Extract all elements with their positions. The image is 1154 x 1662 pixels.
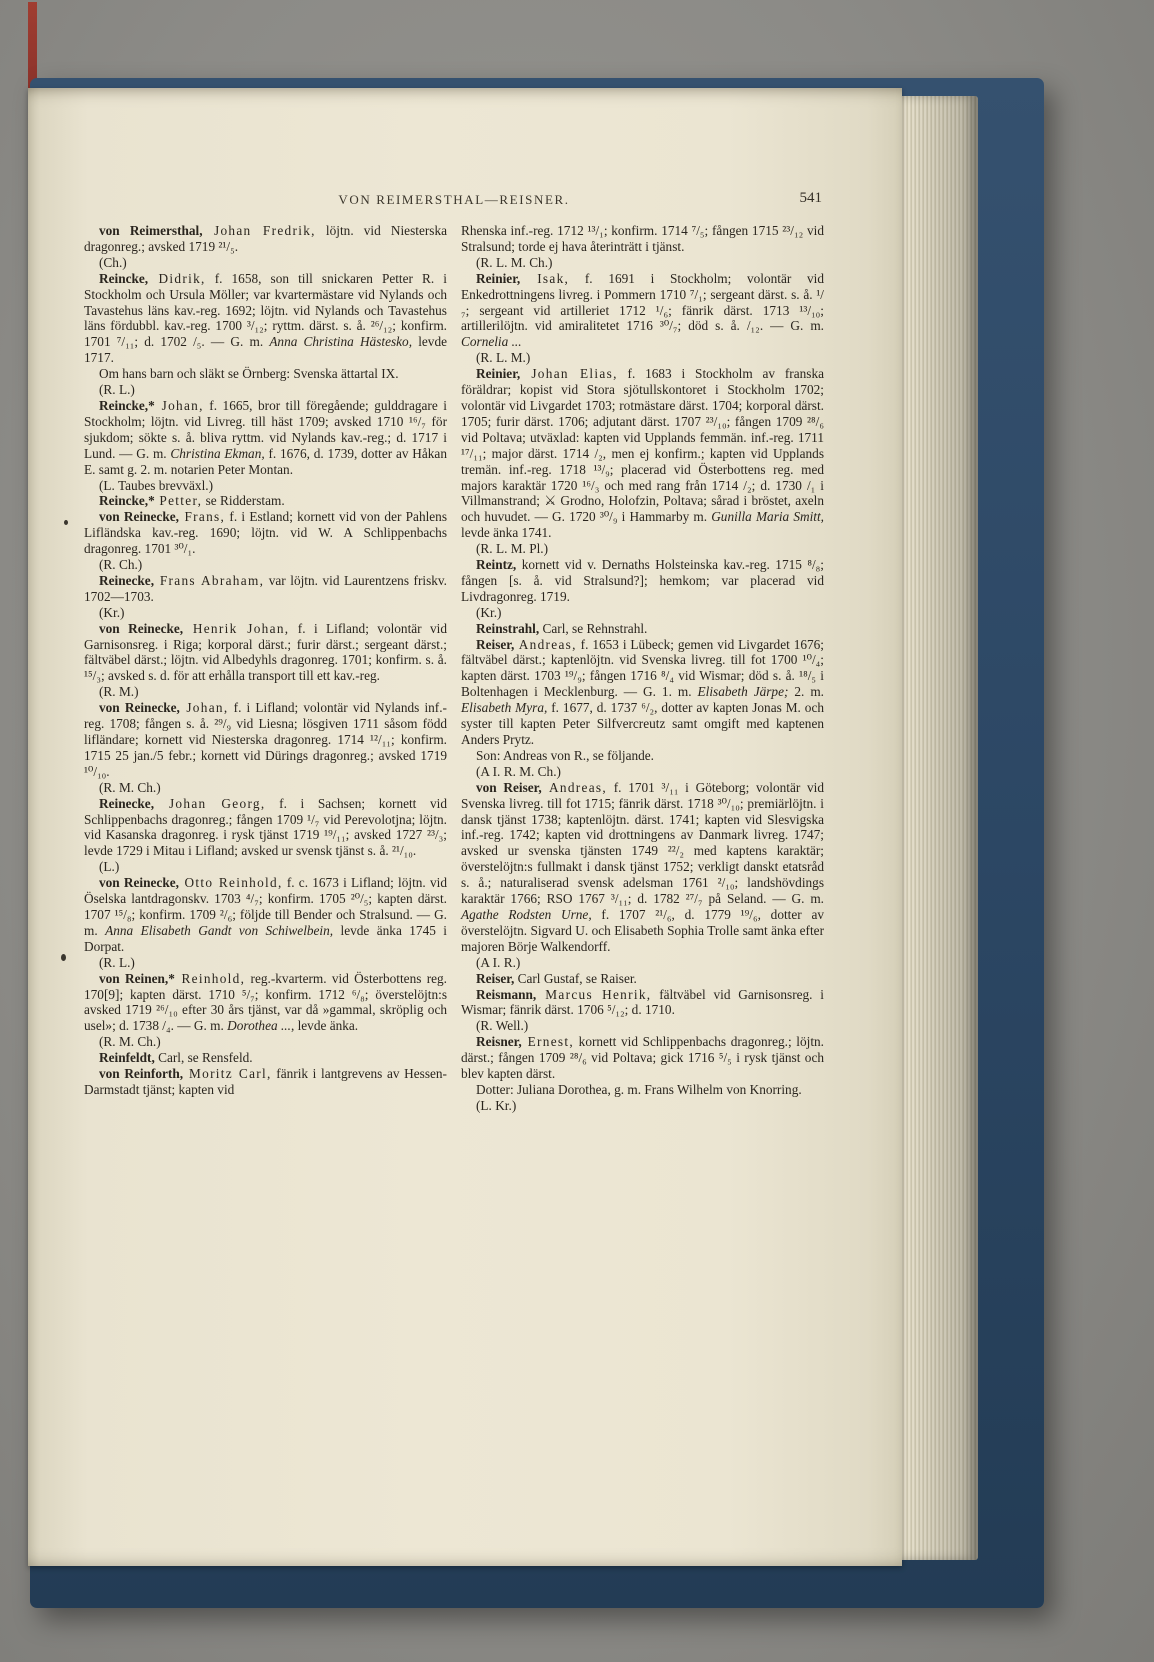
entry-text: 2. m. xyxy=(788,684,824,700)
entry-surname: Reinier, xyxy=(476,366,521,382)
entry-paragraph xyxy=(84,255,447,271)
entry-text: var löjtn. vid Laurentzens friskv. 1702—1703. xyxy=(84,572,448,604)
entry-text: (R. M. Ch.) xyxy=(99,779,161,795)
entry-text: Marcus Henrik, xyxy=(536,986,652,1002)
entry-paragraph xyxy=(84,780,447,796)
entry-text: (A I. R. M. Ch.) xyxy=(476,763,561,779)
entry-paragraph xyxy=(84,1066,447,1098)
entry-paragraph xyxy=(461,971,824,987)
entry-paragraph xyxy=(84,875,447,955)
entry-text: Agathe Rodsten Urne, xyxy=(461,906,592,922)
entry-surname: Reinier, xyxy=(476,270,521,286)
entry-paragraph xyxy=(84,621,447,685)
entry-text: (Kr.) xyxy=(99,604,125,620)
page-stack-edges xyxy=(900,96,978,1560)
entry-text: Carl, se Rehnstrahl. xyxy=(539,620,648,636)
entry-text: Frans, xyxy=(178,509,226,525)
entry-paragraph xyxy=(461,621,824,637)
running-title: VON REIMERSTHAL—REISNER. xyxy=(338,192,570,207)
entry-text: Gunilla Maria Smitt, xyxy=(711,509,824,525)
entry-surname: Reincke, xyxy=(99,270,149,286)
entry-text: reg.-kvarterm. vid Österbottens reg. 170[9]; kapten därst. 1710 ⁵/₇; konfirm. 1712 ⁶/₈; överstelöjtn:s avsked 1719 ²⁶/₁₀ efter 30 års tjänst, var då »gammal, skröplig och usel»; d. 1738 /₄. — G. m. xyxy=(84,970,447,1034)
entry-text: se Ridderstam. xyxy=(202,493,285,509)
entry-text: levde änka 1745 i Dorpat. xyxy=(84,922,447,954)
entry-text: fänrik i lantgrevens av Hessen-Darmstadt tjänst; kapten vid xyxy=(84,1066,447,1097)
entry-text: f. 1691 i Stockholm; volontär vid Enkedrottningens livreg. i Pommern 1710 ⁷/₁; sergeant därst. s. å. ¹/₇; sergeant vid artilleriet 1712 ¹/₆; fänrik därst. 1713 ¹³/₁₀; artillerilöjtn. vid amiralitetet 1716 ³⁰/₇; död s. å. /₁₂. — G. m. xyxy=(461,270,825,334)
entry-text: Johan Fredrik, xyxy=(202,223,316,238)
page-number: 541 xyxy=(799,190,822,206)
entry-paragraph xyxy=(461,955,824,971)
entry-paragraph xyxy=(461,1082,824,1098)
entry-paragraph xyxy=(461,271,824,351)
entry-surname: Reintz, xyxy=(476,557,517,573)
entry-surname: Reisner, xyxy=(476,1034,522,1050)
entry-text: (R. Ch.) xyxy=(99,557,143,573)
entry-text: f. 1653 i Lübeck; gemen vid Livgardet 1676; fältväbel därst.; kaptenlöjtn. vid Svenska livreg. till fot 1700 ¹⁰/₄; kapten därst. 1703 ¹⁹/₉; fången 1716 ⁸/₄ vid Wismar; död s. å. ¹⁸/₅ i Boltenhagen i Mecklenburg. — G. 1. m. xyxy=(461,636,824,700)
entry-text: Henrik Johan, xyxy=(183,620,290,636)
entry-paragraph xyxy=(84,684,447,700)
entry-paragraph xyxy=(84,366,447,382)
entry-text: f. i Estland; kornett vid von der Pahlens Lifländska kav.-reg. 1690; löjtn. vid W. A Schlippenbachs dragonreg. 1701 ³⁰/₁. xyxy=(84,509,448,557)
entry-text: Anna Christina Hästesko, xyxy=(269,334,413,350)
entry-paragraph xyxy=(84,605,447,621)
entry-text: (L. Kr.) xyxy=(476,1097,517,1113)
entry-text: levde änka 1741. xyxy=(461,525,552,541)
entry-text: (R. M.) xyxy=(99,684,139,700)
entry-text: Reinhold, xyxy=(174,970,246,986)
entry-text: Johan Elias, xyxy=(520,366,618,382)
entry-text: Didrik, xyxy=(148,270,206,286)
entry-paragraph xyxy=(461,350,824,366)
entry-surname: von Reiser, xyxy=(476,779,542,795)
entry-text: Cornelia ... xyxy=(461,334,522,350)
entry-paragraph xyxy=(461,637,824,748)
entry-text: Andreas, xyxy=(514,636,577,652)
entry-paragraph xyxy=(461,1018,824,1034)
entry-text: Elisabeth Järpe; xyxy=(697,684,789,700)
entry-text: Om hans barn och släkt se Örnberg: Svenska ättartal IX. xyxy=(99,366,399,382)
entry-surname: Reincke,* xyxy=(99,493,155,509)
entry-paragraph xyxy=(461,255,824,271)
entry-text: f. 1658, son till snickaren Petter R. i Stockholm och Ursula Möller; var kvartermästare vid Nylands och Tavastehus läns kav.-reg. 1692; löjtn. vid Nylands och Tavastehus läns fördubbl. kav.-reg. 1700 ³/₁₂; ryttm. därst. s. å. ²⁶/₁₂; konfirm. 1701 ⁷/₁₁; d. 1702 /₅. — G. m. xyxy=(84,270,447,350)
entry-paragraph xyxy=(461,748,824,764)
scan-speck xyxy=(64,520,68,525)
entry-paragraph xyxy=(84,1034,447,1050)
entry-text: fältväbel vid Garnisonsreg. i Wismar; fänrik därst. 1706 ⁵/₁₂; d. 1710. xyxy=(461,986,824,1018)
entry-paragraph xyxy=(84,573,447,605)
entry-text: f. i Lifland; volontär vid Nylands inf.-reg. 1708; fången s. å. ²⁹/₉ vid Liesna; lösgiven 1711 såsom född lifländare; kornett vid Niesterska dragonreg. 1714 ¹²/₁₁; konfirm. 1715 25 jan./5 febr.; kornett vid Dürings dragonreg.; avsked 1719 ¹⁰/₁₀. xyxy=(84,700,447,779)
entry-text: f. i Lifland; volontär vid Garnisonsreg. i Riga; korporal därst.; furir därst.; sergeant därst.; fältväbel därst.; löjtn. vid Albedyhls dragonreg. 1701; konfirm. s. å. ¹⁵/₃; avsked s. d. för att erhålla transport till ett kav.-reg. xyxy=(84,620,447,684)
entry-text: Johan Georg, xyxy=(154,795,266,811)
entry-text: Johan, xyxy=(179,700,229,716)
entry-paragraph xyxy=(84,493,447,509)
entry-text: (R. M. Ch.) xyxy=(99,1034,161,1050)
entry-paragraph xyxy=(84,271,447,366)
entry-text: Christina Ekman, xyxy=(170,445,265,461)
running-head xyxy=(84,192,824,210)
entry-paragraph xyxy=(84,700,447,780)
entry-text: f. 1683 i Stockholm av franska föräldrar; kopist vid Stora sjötullskontoret i Stockholm 1702; volontär vid Livgardet 1703; rotmästare därst. 1704; korporal därst. 1705; furir därst. 1706; adjutant därst. 1707 ²³/₁₀; fången 1709 ²⁸/₆ vid Poltava; utväxlad: kapten vid Upplands femmän. inf.-reg. 1711 ¹⁷/₁₁; major därst. 1714 /₂, men ej konfirm.; kapten vid Upplands tremän. inf.-reg. 1718 ¹³/₉; placerad vid Österbottens reg. med majors karaktär 1720 ¹⁶/₃ och med rang från 1714 /₂; d. 1730 /₁ i Villmanstrand; ⚔ Grodno, Holofzin, Poltava; sårad i bröstet, axeln och huvudet. — G. 1720 ³⁰/₉ i Hammarby m. xyxy=(461,366,825,525)
text-block xyxy=(84,192,824,1114)
entry-surname: von Reinecke, xyxy=(99,509,179,525)
entry-text: (R. Well.) xyxy=(476,1018,529,1034)
entry-text: Andreas, xyxy=(541,779,608,795)
entry-surname: Reincke,* xyxy=(99,397,155,413)
entry-text: Rhenska inf.-reg. 1712 ¹³/₁; konfirm. 1714 ⁷/₅; fången 1715 ²³/₁₂ vid Stralsund; torde ej hava återinträtt i tjänst. xyxy=(461,223,824,254)
entry-text: (R. L. M. Pl.) xyxy=(476,541,549,557)
entry-surname: von Reinecke, xyxy=(99,620,184,636)
entry-text: Johan, xyxy=(154,397,204,413)
entry-paragraph xyxy=(84,223,447,255)
book-page xyxy=(28,88,902,1566)
entry-text: kornett vid v. Dernaths Holsteinska kav.-reg. 1715 ⁸/₈; fången [s. å. vid Stralsund?]; hemkom; var placerad vid Livdragonreg. 1719. xyxy=(461,557,824,604)
entry-text: (A I. R.) xyxy=(476,954,521,970)
entry-text: Isak, xyxy=(520,270,570,286)
entry-surname: Reiser, xyxy=(476,970,515,986)
entry-paragraph xyxy=(84,796,447,860)
entry-text: löjtn. vid Niesterska dragonreg.; avsked 1719 ²¹/₅. xyxy=(84,223,448,254)
entry-text: Carl, se Rensfeld. xyxy=(154,1050,253,1066)
entry-paragraph xyxy=(461,764,824,780)
entry-text: f. 1677, d. 1737 ⁶/₂, dotter av kapten Jonas M. och syster till kapten Peter Silfvercreutz samt omgift med kaptenen Anders Prytz. xyxy=(461,700,824,747)
entry-surname: von Reinforth, xyxy=(99,1066,184,1082)
entry-paragraph xyxy=(461,557,824,605)
entry-text: Son: Andreas von R., se följande. xyxy=(476,747,655,763)
entry-text: (Ch.) xyxy=(99,254,127,270)
entry-surname: Reinfeldt, xyxy=(99,1050,155,1066)
entry-text: Moritz Carl, xyxy=(183,1066,272,1082)
entry-paragraph xyxy=(84,1050,447,1066)
entry-surname: von Reinecke, xyxy=(99,700,180,716)
entry-paragraph xyxy=(84,557,447,573)
entry-text: (L.) xyxy=(99,859,120,875)
entry-text: Otto Reinhold, xyxy=(178,875,283,891)
entry-paragraph xyxy=(461,780,824,955)
scan-speck xyxy=(61,954,66,961)
entry-text: (R. L. M. Ch.) xyxy=(476,254,553,270)
entry-paragraph xyxy=(84,955,447,971)
entry-paragraph xyxy=(461,1034,824,1082)
entry-text: Elisabeth Myra, xyxy=(461,700,548,716)
entry-text: f. 1707 ²¹/₆, d. 1779 ¹⁹/₆, dotter av överstelöjtn. Sigvard U. och Elisabeth Sophia Trolle samt änka efter majoren Börje Walkendorff. xyxy=(461,906,824,954)
entry-text: Frans Abraham, xyxy=(154,572,265,588)
red-page-edge xyxy=(28,2,37,90)
entry-surname: Reinstrahl, xyxy=(476,620,540,636)
entry-paragraph xyxy=(461,605,824,621)
entry-text: Anna Elisabeth Gandt von Schiwelbein, xyxy=(105,922,334,938)
right-column xyxy=(461,223,824,1114)
entry-text: levde 1717. xyxy=(84,334,447,366)
entry-paragraph xyxy=(84,398,447,478)
entry-paragraph xyxy=(84,509,447,557)
entry-paragraph xyxy=(461,223,824,255)
text-columns xyxy=(84,223,824,1114)
entry-text: f. 1676, d. 1739, dotter av Håkan E. samt g. 2. m. notarien Peter Montan. xyxy=(84,445,447,477)
entry-text: Dorothea ... xyxy=(227,1018,291,1034)
entry-text: (R. L.) xyxy=(99,954,135,970)
entry-text: Petter, xyxy=(154,493,203,509)
entry-text: f. c. 1673 i Lifland; löjtn. vid Öselska lantdragonskv. 1703 ⁴/₇; konfirm. 1705 ²⁰/₅; kapten därst. 1707 ¹⁵/₈; konfirm. 1709 ²/₆; följde till Bender och Stralsund. — G. m. xyxy=(84,875,447,938)
entry-text: f. 1701 ³/₁₁ i Göteborg; volontär vid Svenska livreg. till fot 1715; fänrik därst. 1718 ³⁰/₁₀; premiärlöjtn. i dansk tjänst 1738; kaptenlöjtn. därst. 1741; kapten vid Slesvigska inf.-reg. 1742; kapten vid drottningens av Danmark livreg. 1747; avsked ur svenska tjänsten 1749 ²²/₂ med kaptens karaktär; överstelöjtn:s fullmakt i dansk tjänst 1752; verkligt danskt etatsråd s. å.; naturaliserad svensk adelsman 1761 ²/₁₀; landshövdings karaktär 1766; RSO 1767 ³/₁₁; d. 1782 ²⁷/₇ på Seland. — G. m. xyxy=(461,779,825,907)
entry-paragraph xyxy=(461,1098,824,1114)
entry-text: kornett vid Schlippenbachs dragonreg.; löjtn. därst.; fången 1709 ²⁸/₆ vid Poltava; gick 1716 ⁵/₅ i rysk tjänst och blev kapten därst. xyxy=(461,1034,824,1082)
entry-text: (R. L. M.) xyxy=(476,350,531,366)
entry-text: (R. L.) xyxy=(99,382,135,398)
entry-surname: Reinecke, xyxy=(99,572,155,588)
entry-surname: von Reinen,* xyxy=(99,970,175,986)
entry-text: Ernest, xyxy=(521,1034,575,1050)
entry-text: f. i Sachsen; kornett vid Schlippenbachs dragonreg.; fången 1709 ¹/₇ vid Perevolotjna; löjtn. vid Kasanska dragonreg. i rysk tjänst 1719 ¹⁹/₁₁; avsked 1727 ²³/₃; levde 1729 i Mitau i Lifland; avsked ur svensk tjänst s. å. ²¹/₁₀. xyxy=(84,795,447,859)
entry-surname: Reinecke, xyxy=(99,795,155,811)
entry-surname: von Reimersthal, xyxy=(99,223,203,238)
entry-paragraph xyxy=(84,859,447,875)
entry-surname: Reismann, xyxy=(476,986,537,1002)
entry-text: Carl Gustaf, se Raiser. xyxy=(514,970,637,986)
entry-paragraph xyxy=(84,382,447,398)
entry-surname: von Reinecke, xyxy=(99,875,179,891)
entry-text: f. 1665, bror till föregående; gulddragare i Stockholm; löjtn. vid Livreg. till häst 1709; avsked 1710 ¹⁶/₇ för sjukdom; sökte s. å. bliva ryttm. vid Nylands kav.-reg.; d. 1717 i Lund. — G. m. xyxy=(84,397,447,461)
left-column xyxy=(84,223,447,1114)
entry-paragraph xyxy=(461,541,824,557)
entry-text: (Kr.) xyxy=(476,604,502,620)
entry-surname: Reiser, xyxy=(476,636,515,652)
entry-paragraph xyxy=(461,987,824,1019)
entry-text: (L. Taubes brevväxl.) xyxy=(99,477,214,493)
entry-paragraph xyxy=(84,478,447,494)
entry-text: , levde änka. xyxy=(290,1018,359,1034)
entry-paragraph xyxy=(461,366,824,541)
entry-text: Dotter: Juliana Dorothea, g. m. Frans Wilhelm von Knorring. xyxy=(476,1081,802,1097)
entry-paragraph xyxy=(84,971,447,1035)
